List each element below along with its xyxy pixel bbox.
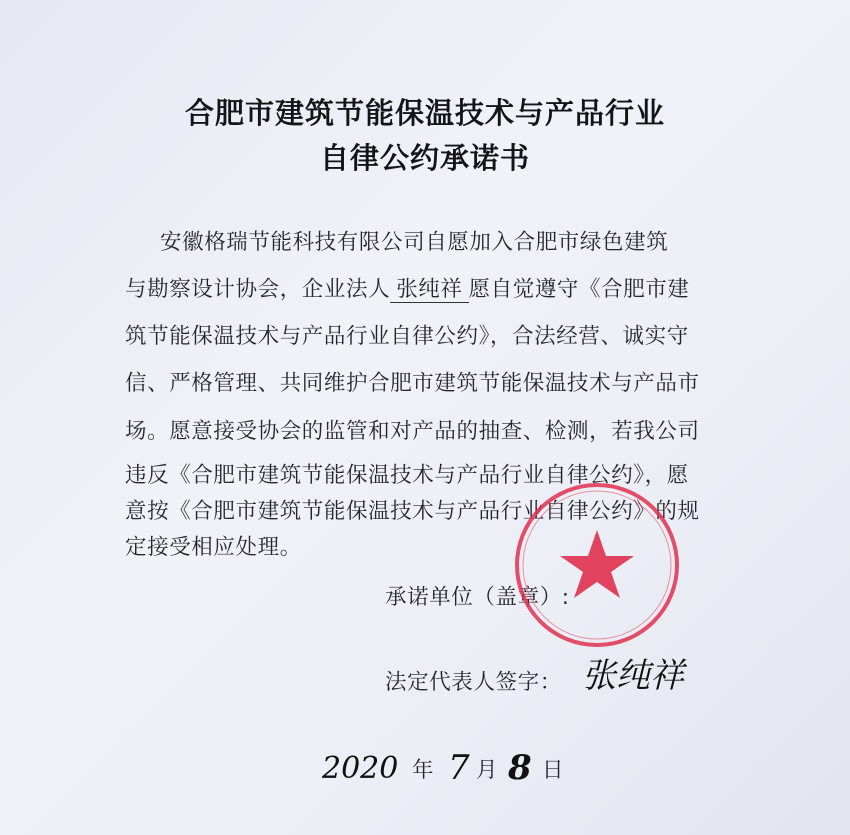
- body-line-3: 筑节能保温技术与产品行业自律公约》，合法经营、诚实守: [125, 324, 689, 349]
- body-line-4: 信、严格管理、共同维护合肥市建筑节能保温技术与产品市: [125, 371, 700, 396]
- date-year: 2020: [322, 751, 399, 786]
- body-line-8: 定接受相应处理。: [125, 535, 302, 560]
- date-month-unit: 月: [476, 758, 499, 783]
- page-title-line1: 合肥市建筑节能保温技术与产品行业: [184, 96, 665, 130]
- legal-rep-signature-label: 法定代表人签字：: [385, 670, 562, 695]
- date-day: 8: [508, 748, 532, 788]
- body-line-6: 违反《合肥市建筑节能保温技术与产品行业自律公约》，愿: [125, 463, 689, 488]
- body-line-7: 意按《合肥市建筑节能保温技术与产品行业自律公约》的规: [125, 499, 700, 524]
- body-line-2: [125, 277, 690, 303]
- unit-seal-label: 承诺单位（盖章）:: [385, 585, 570, 610]
- legal-rep-name: 张纯祥: [390, 277, 468, 303]
- date-month: 7: [448, 748, 470, 788]
- body-text: 与勘察设计协会，企业法人: [125, 277, 391, 302]
- date-day-unit: 日: [542, 758, 565, 783]
- handwritten-signature: 张纯祥: [582, 656, 684, 696]
- date-year-unit: 年: [412, 758, 435, 783]
- body-text: 愿自觉遵守《合肥市建: [468, 277, 690, 302]
- star-icon: [560, 530, 634, 598]
- page-title-line2: 自律公约承诺书: [319, 141, 530, 175]
- company-seal: [512, 480, 682, 650]
- body-line-5: 场。愿意接受协会的监管和对产品的抽查、检测，若我公司: [125, 419, 700, 444]
- body-line-1: 安徽格瑞节能科技有限公司自愿加入合肥市绿色建筑: [160, 230, 669, 255]
